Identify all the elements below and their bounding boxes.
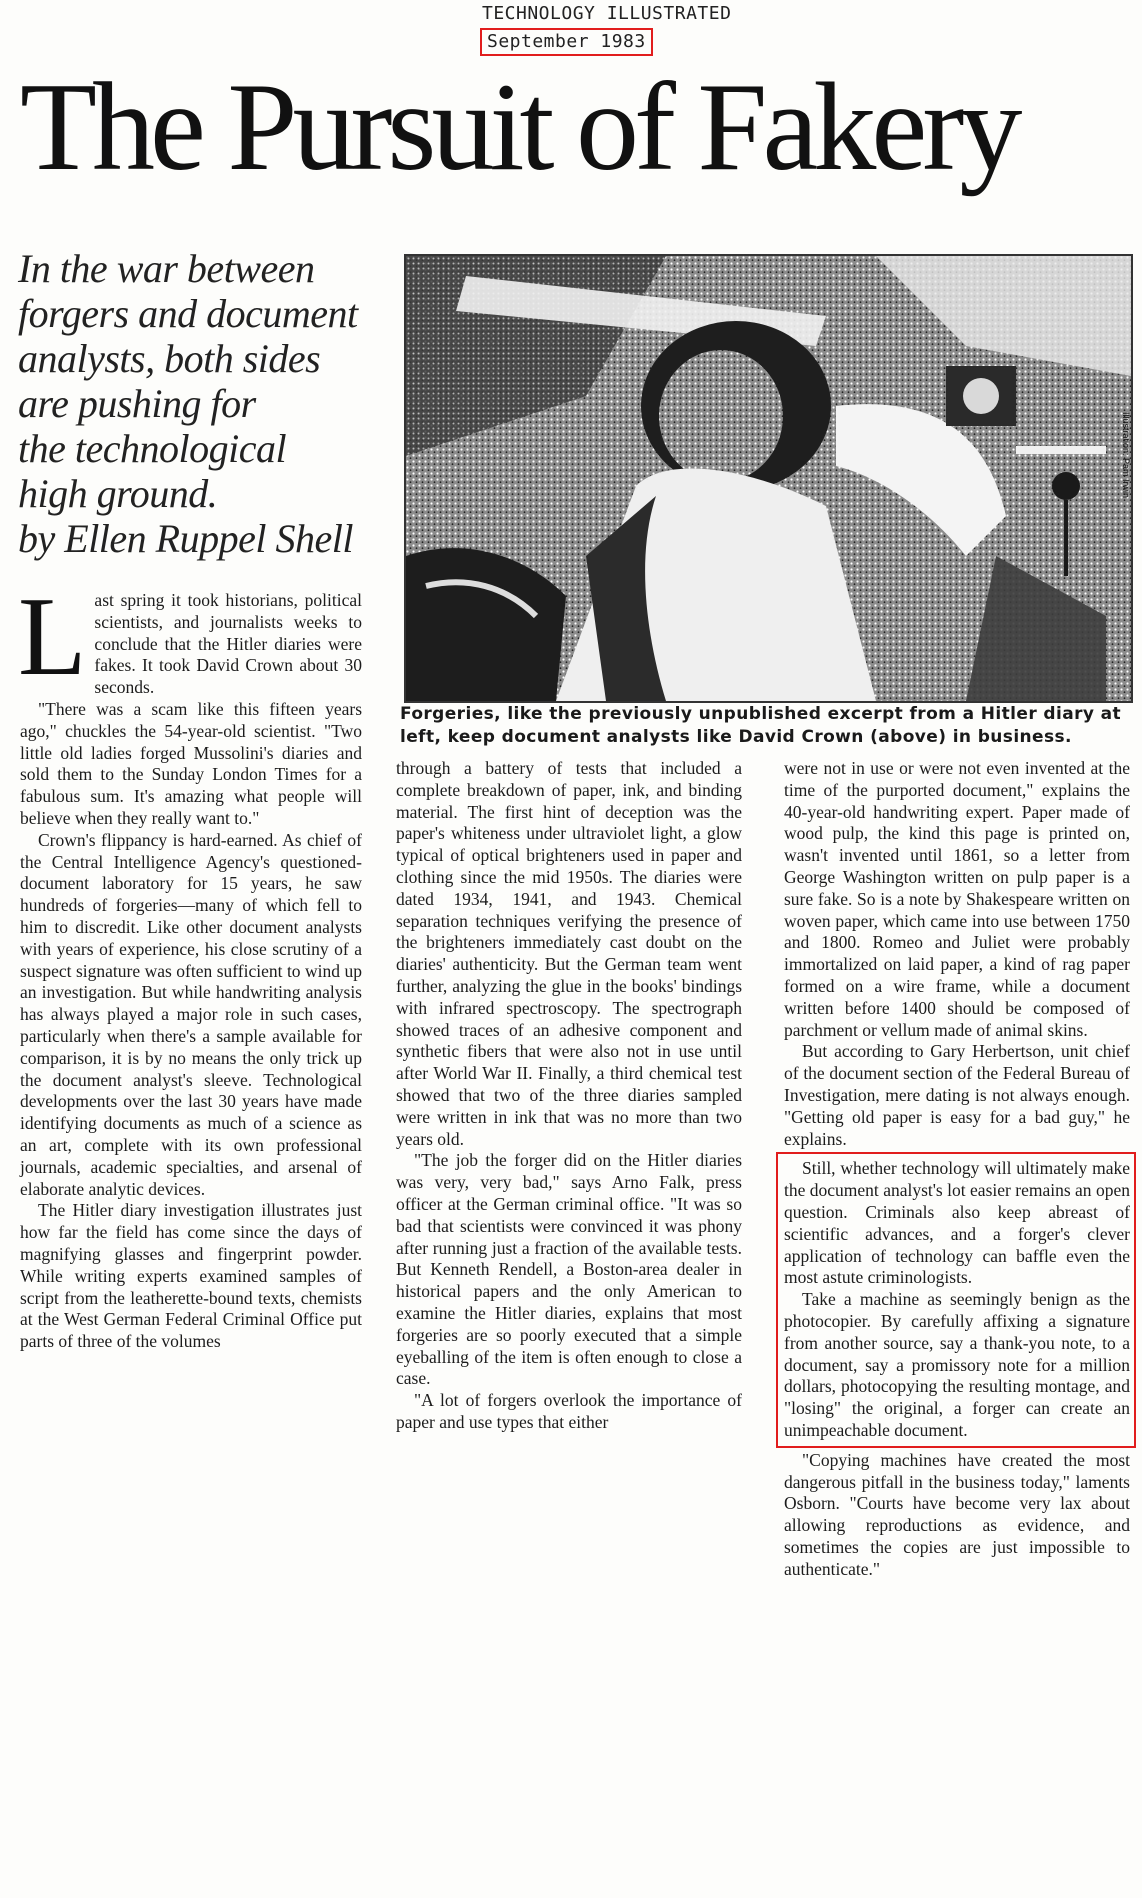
photo-credit: Illustration: Pam Irwin (1121, 412, 1131, 499)
paragraph: "There was a scam like this fifteen years ago," chuckles the 54-year-old scientist. "Two little old ladies forged Mussolini's diaries and sold them to the Sunday London Times for a fabulous sum. It's amazing what people will believe when they really want to." (20, 698, 362, 828)
page-title: The Pursuit of Fakery (20, 58, 1018, 197)
article-column-1 (18, 575, 362, 1353)
paragraph: through a battery of tests that included a complete breakdown of paper, ink, and binding material. The first hint of deception was the paper's whiteness under ultraviolet light, a glow typical of optical brighteners used in paper and clothing since the mid 1950s. The diaries were dated 1934, 1941, and 1943. Chemical separation techniques verifying the presence of the brighteners immediately cast doubt on the diaries' authenticity. But the German team went further, analyzing the glue in the books' bindings with infrared spectroscopy. The spectrograph showed traces of an adhesive component and synthetic fibers that were also not in use until after World War II. Finally, a third chemical test showed that two of the three diaries sampled were written in ink that was no more than two years old. (396, 758, 742, 1149)
deck-line: analysts, both sides (18, 336, 321, 381)
paragraph: "A lot of forgers overlook the importance of paper and use types that either (396, 1390, 742, 1432)
paragraph: "Copying machines have created the most dangerous pitfall in the business today," laments Osborn. "Courts have become very lax about allowing reproductions as evidence, and sometimes the copies are just impossible to authenticate." (784, 1449, 1130, 1579)
deck-line: forgers and document (18, 291, 358, 336)
photo-caption: Forgeries, like the previously unpublished excerpt from a Hitler diary at left, keep document analysts like David Crown (above) in business. (400, 704, 1122, 747)
deck-line: the technological (18, 426, 287, 471)
paragraph: The Hitler diary investigation illustrates just how far the field has come since the days of magnifying glasses and fingerprint powder. While writing experts examined samples of script from the leatherette-bound texts, chemists at the West German Federal Criminal Office put parts of three of the volumes (20, 1200, 362, 1352)
paragraph: "The job the forger did on the Hitler diaries was very, very bad," says Arno Falk, press officer at the German criminal office. "It was so bad that scientists were convinced it was phony after running just a fraction of the available tests. But Kenneth Rendell, a Boston-area dealer in historical papers and the only American to examine the Hitler diaries, explains that most forgeries are so poorly executed that a simple eyeballing of the item is often enough to close a case. (396, 1150, 742, 1389)
paragraph: Still, whether technology will ultimately make the document analyst's lot easier remains an open question. Criminals also keep abreast of scientific advances, and a forger's clever application of technology can baffle even the most astute criminologists. (784, 1158, 1130, 1288)
article-column-3 (784, 758, 1130, 1580)
paragraph: Take a machine as seemingly benign as the photocopier. By carefully affixing a signature from another source, say a thank-you note, to a document, say a promissory note for a million dollars, photocopying the resulting montage, and "losing" the original, a forger can create an unimpeachable document. (784, 1289, 1130, 1440)
photo-illustration (406, 256, 1131, 701)
deck-line: In the war between (18, 246, 315, 291)
article-deck (18, 246, 398, 561)
byline: by Ellen Ruppel Shell (18, 516, 353, 561)
paragraph: were not in use or were not even invented at the time of the purported document," explains the 40-year-old handwriting expert. Paper made of wood pulp, the kind this page is printed on, wasn't invented until 1861, so a letter from George Washington written on pulp paper is a sure fake. So is a note by Shakespeare written on woven paper, which came into use between 1750 and 1800. Romeo and Juliet were probably immortalized on laid paper, a kind of rag paper formed on a wire frame, while a document written before 1400 should be composed of parchment or vellum made of animal skins. (784, 758, 1130, 1040)
paragraph: Crown's flippancy is hard-earned. As chief of the Central Intelligence Agency's questioned-document laboratory for 15 years, he saw hundreds of forgeries—many of which fell to him to discredit. Like other document analysts with years of experience, his close scrutiny of a suspect signature was often sufficient to wind up an investigation. But while handwriting analysis has always played a major role in such cases, particularly when there's a sample available for comparison, it is by no means the only trick up the document analyst's sleeve. Technological developments over the last 30 years have made identifying documents as much of a science as an art, complete with its own professional journals, academic specialties, and arsenal of elaborate analytic devices. (20, 829, 362, 1199)
highlighted-passage (776, 1152, 1136, 1447)
deck-line: high ground. (18, 471, 218, 516)
article-photo (404, 254, 1133, 703)
publication-date: September 1983 (480, 28, 653, 56)
deck-line: are pushing for (18, 381, 256, 426)
article-column-2 (396, 758, 742, 1434)
lead-paragraph: ast spring it took historians, political scientists, and journalists weeks to conclude that the Hitler diaries were fakes. It took David Crown about 30 seconds. (94, 590, 362, 698)
publication-name: TECHNOLOGY ILLUSTRATED (482, 3, 732, 24)
drop-cap: L (18, 575, 87, 699)
masthead (480, 2, 780, 56)
paragraph: But according to Gary Herbertson, unit chief of the document section of the Federal Bureau of Investigation, mere dating is not always enough. "Getting old paper is easy for a bad guy," he explains. (784, 1041, 1130, 1149)
